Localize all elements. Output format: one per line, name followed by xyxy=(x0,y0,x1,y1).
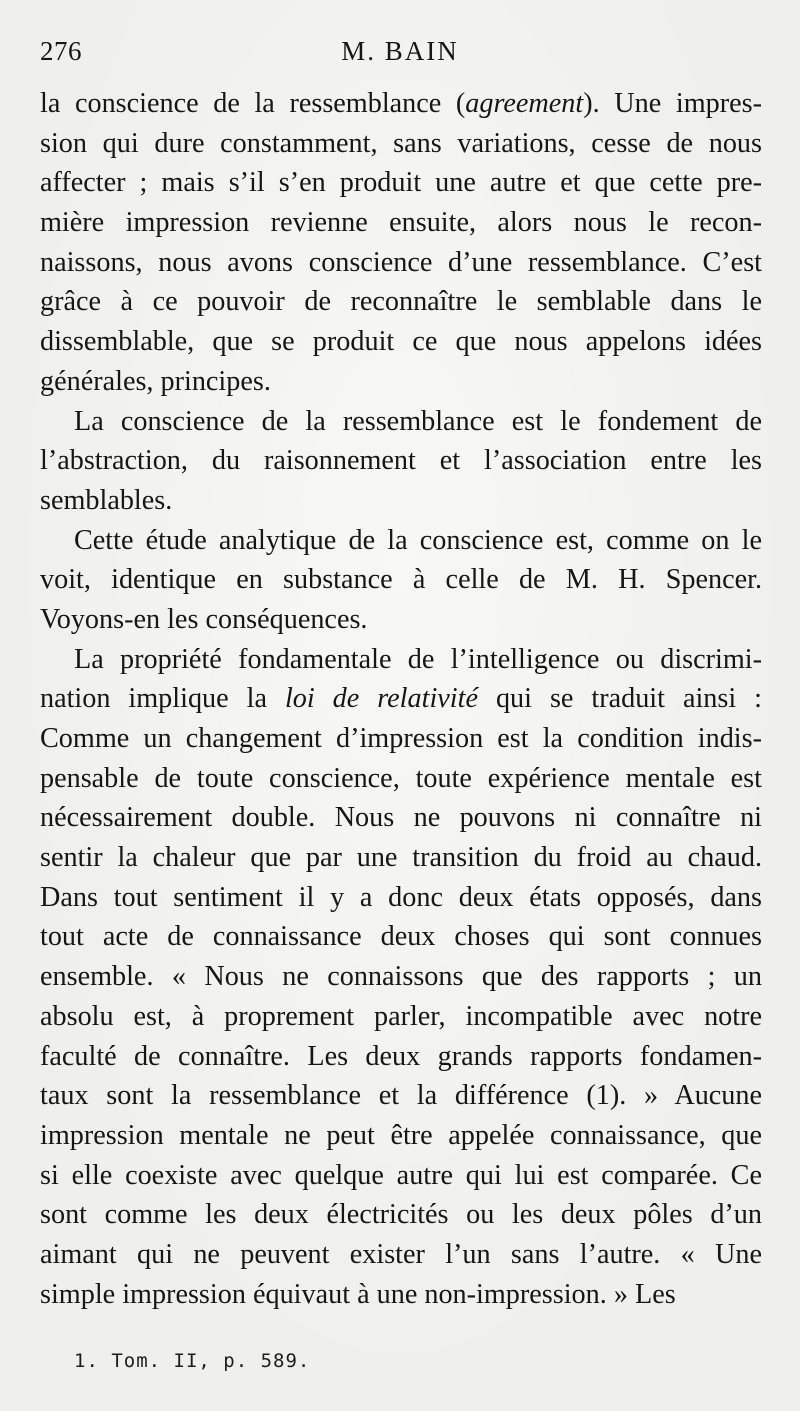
line-text: ensemble. « Nous ne connaissons que des rapports ; un xyxy=(40,961,762,993)
line-text: sont comme les deux électricités ou les deux pôles d’un xyxy=(40,1199,762,1231)
text-line xyxy=(40,1195,762,1235)
line-text: tout acte de connaissance deux choses qui sont connues xyxy=(40,921,762,953)
line-text: voit, identique en substance à celle de M. H. Spencer. xyxy=(40,564,762,596)
line-text: dissemblable, que se produit ce que nous appelons idées xyxy=(40,326,762,358)
text-line xyxy=(40,243,762,283)
line-text: faculté de connaître. Les deux grands rapports fondamen- xyxy=(40,1040,762,1072)
text-line xyxy=(40,1037,762,1077)
paragraph xyxy=(40,402,762,521)
body-text xyxy=(40,84,762,1314)
italic-term: loi de relativité xyxy=(284,683,478,715)
text-line xyxy=(40,1156,762,1196)
line-text-continued: qui se traduit ainsi : xyxy=(477,683,762,715)
text-line xyxy=(40,84,762,124)
line-text: La propriété fondamentale de l’intelligence ou discrimi- xyxy=(74,643,762,675)
text-line xyxy=(40,282,762,322)
page-header xyxy=(40,36,760,76)
text-line xyxy=(40,798,762,838)
text-line xyxy=(40,1076,762,1116)
text-line xyxy=(40,957,762,997)
text-line xyxy=(40,521,762,561)
line-text: grâce à ce pouvoir de reconnaître le semblable dans le xyxy=(40,286,762,318)
text-line xyxy=(40,481,762,521)
line-text: Cette étude analytique de la conscience est, comme on le xyxy=(74,524,762,556)
text-line xyxy=(40,759,762,799)
paragraph xyxy=(40,640,762,1315)
text-line xyxy=(40,560,762,600)
text-line xyxy=(40,163,762,203)
text-line xyxy=(40,640,762,680)
footnote: 1. Tom. II, p. 589. xyxy=(74,1350,311,1372)
line-text: générales, principes. xyxy=(40,365,271,397)
line-text: si elle coexiste avec quelque autre qui lui est comparée. Ce xyxy=(40,1159,762,1191)
text-line xyxy=(40,322,762,362)
text-line xyxy=(40,362,762,402)
text-line xyxy=(40,679,762,719)
line-text-continued: ). Une impres- xyxy=(583,88,762,119)
line-text: impression mentale ne peut être appelée connaissance, que xyxy=(40,1119,762,1151)
line-text: sentir la chaleur que par une transition du froid au chaud. xyxy=(40,842,762,874)
text-line xyxy=(40,600,762,640)
line-text: taux sont la ressemblance et la différence (1). » Aucune xyxy=(40,1080,762,1112)
line-text: semblables. xyxy=(40,484,173,516)
line-text: aimant qui ne peuvent exister l’un sans l’autre. « Une xyxy=(40,1238,762,1270)
text-line xyxy=(40,917,762,957)
line-text: simple impression équivaut à une non-impression. » Les xyxy=(40,1278,676,1310)
text-line xyxy=(40,203,762,243)
line-text: nation implique la xyxy=(40,683,285,715)
text-line xyxy=(40,997,762,1037)
line-text: l’abstraction, du raisonnement et l’association entre les xyxy=(40,445,762,477)
italic-term: agreement xyxy=(465,88,584,119)
paragraph xyxy=(40,84,762,402)
text-line xyxy=(40,719,762,759)
text-line xyxy=(40,1235,762,1275)
line-text: La conscience de la ressemblance est le fondement de xyxy=(74,405,762,437)
text-line xyxy=(40,1116,762,1156)
paragraph xyxy=(40,521,762,640)
text-line xyxy=(40,878,762,918)
line-text: naissons, nous avons conscience d’une ressemblance. C’est xyxy=(40,246,762,278)
running-head: M. BAIN xyxy=(341,36,459,66)
line-text: nécessairement double. Nous ne pouvons ni connaître ni xyxy=(40,802,762,834)
text-line xyxy=(40,441,762,481)
text-line xyxy=(40,124,762,164)
text-line xyxy=(40,1275,762,1315)
line-text: pensable de toute conscience, toute expérience mentale est xyxy=(40,762,762,794)
line-text: sion qui dure constamment, sans variations, cesse de nous xyxy=(40,127,762,159)
line-text: absolu est, à proprement parler, incompatible avec notre xyxy=(40,1000,762,1032)
text-line xyxy=(40,838,762,878)
line-text: Dans tout sentiment il y a donc deux états opposés, dans xyxy=(40,881,762,913)
text-line xyxy=(40,402,762,442)
line-text: la conscience de la ressemblance ( xyxy=(40,88,466,119)
line-text: Comme un changement d’impression est la condition indis- xyxy=(40,723,762,754)
line-text: mière impression revienne ensuite, alors nous le recon- xyxy=(40,207,762,239)
line-text: affecter ; mais s’il s’en produit une autre et que cette pre- xyxy=(40,167,762,199)
page-number: 276 xyxy=(40,36,82,66)
line-text: Voyons-en les conséquences. xyxy=(40,603,368,635)
